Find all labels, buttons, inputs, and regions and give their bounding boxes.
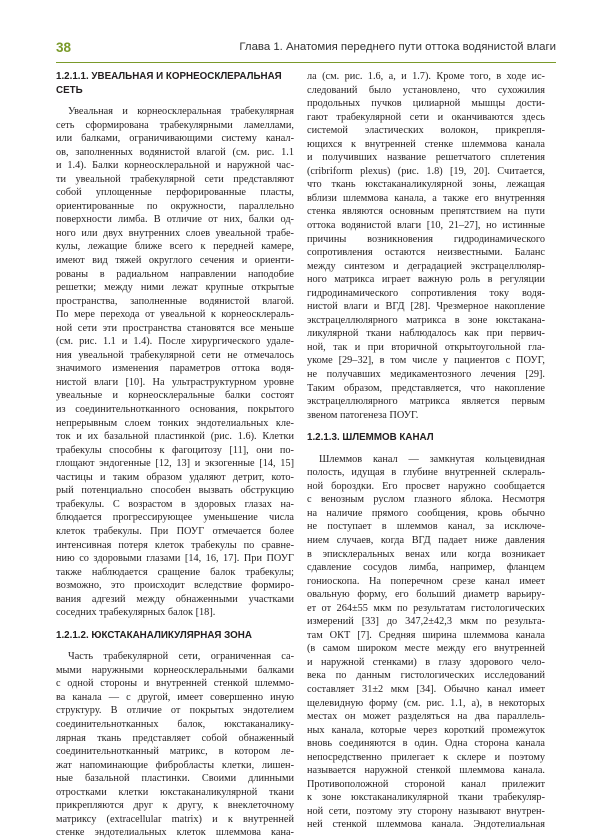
text-line: на наличие прямого сообщения, кровь обычно (307, 507, 545, 519)
text-line: оттока водянистой влаги [10, 21–27], но истинные (307, 220, 545, 232)
text-line: ной сети, поэтому эту сторону называют внутрен- (307, 805, 545, 817)
text-line: поверхности лимба. В отличие от них, балки од- (56, 214, 294, 226)
text-line: щелевидную форму (см. рис. 1.1, а), в некоторых (307, 697, 545, 709)
text-line: По мере перехода от увеальной к корнеосклераль- (56, 309, 294, 321)
heading-line: 1.2.1.1. УВЕАЛЬНАЯ И КОРНЕОСКЛЕРАЛЬНАЯ (56, 71, 282, 82)
text-line: блюдается прогрессирующее уменьшение числа (56, 512, 294, 524)
section-heading-juxtacanalicular: 1.2.1.2. ЮКСТАКАНАЛИКУЛЯРНАЯ ЗОНА (56, 629, 252, 641)
text-line: имеют вид тяжей округлого сечения и ориенти- (56, 255, 294, 267)
text-line: ликулярной ткани наблюдалось как при первич- (307, 328, 545, 340)
text-line: стенке эндотелиальных клеток шлеммова кана- (56, 827, 294, 839)
text-line: Шлеммов канал — замкнутая кольцевидная (319, 453, 545, 465)
text-line: ния увеальной трабекулярной сети не отмечалось (56, 349, 294, 361)
page-number: 38 (56, 40, 72, 55)
text-line: лярная ткань представляет собой обнаженный (56, 732, 294, 744)
text-line: там ОКТ [7]. Средняя ширина шлеммова канала (307, 629, 545, 641)
text-line: ного матрикса играет важную роль в регуляции (307, 274, 545, 286)
text-line: к зоне юкстаканаликулярной ткани трабекуляр- (307, 792, 545, 804)
text-line: укоме [29–32], в том числе у пациентов с ПОУГ, (307, 355, 545, 367)
text-line: вновь соединяются в один. Одна сторона канала (307, 738, 545, 750)
text-line: не поступает в шлеммов канал, за исключе- (307, 521, 545, 533)
text-line: что ткань юкстаканаликулярной зоны, лежащая (307, 179, 545, 191)
text-line: ва канала — с другой, имеет совершенно иную (56, 691, 294, 703)
text-line: соседних трабекулярных балок [18]. (56, 607, 216, 619)
text-line: трабекулы. С возрастом в здоровых глазах на- (56, 498, 294, 510)
text-line: соединительнотканный матрикс, в котором ле- (56, 746, 294, 758)
text-line: сопротивления остаются неизвестными. Баланс (307, 247, 545, 259)
text-line: трабекулы способны к фагоцитозу [11], они по- (56, 444, 294, 456)
text-line: частицы и таким образом удаляют детрит, кото- (56, 471, 294, 483)
text-line: ные базальной пластинки. Своими длинными (56, 773, 294, 785)
text-line: следований было установлено, что сухожилия (307, 84, 545, 96)
text-line: с венозным руслом глазного яблока. Несмотря (307, 494, 545, 506)
text-line: составляет 31±2 мкм [34]. Обычно канал имеет (307, 684, 545, 696)
text-line: ет от 264±55 мкм по результатам гистологических (307, 602, 545, 614)
text-line: рый потенциально способен вызвать обструкцию (56, 485, 294, 497)
text-line: ной бороздки. Его просвет наружно сообщается (307, 480, 545, 492)
text-line: глощают эндогенные [12, 13] и экзогенные [14, 15] (56, 458, 294, 470)
text-line: вблизи шлеммова канала, а также его внутренняя (307, 192, 545, 204)
text-line: звеном патогенеза ПОУГ. (307, 409, 419, 421)
text-line: Увеальная и корнеосклеральная трабекулярная (68, 106, 294, 117)
text-line: нием случаев, когда ВГД падает ниже давления (307, 535, 545, 546)
text-line: пространства, заполненные водянистой влагой. (56, 295, 294, 307)
text-line: соединительнотканных балок, юкстаканалику- (56, 719, 294, 731)
text-line: непрерывным слоем тонких эндотелиальных кле- (56, 417, 294, 429)
running-title: Глава 1. Анатомия переднего пути оттока водянистой влаги (239, 41, 556, 53)
text-line: ориентированные по окружности, параллельно (56, 200, 294, 212)
text-line: называется наружной стенкой шлеммова канала. (307, 765, 545, 777)
text-line: рованы в радиальном направлении наподобие (56, 268, 294, 280)
text-line: увеальные и корнеосклеральные балки состоят (56, 390, 294, 402)
text-line: матриксу (extracellular matrix) и к внутренней (56, 813, 294, 825)
text-line: нистой влаги [10]. На ультраструктурном уровне (56, 376, 294, 388)
text-line: ной сети эти пространства становятся все меньше (56, 322, 294, 334)
paragraph-schlemm (307, 453, 545, 832)
text-line: экстрацеллюлярного матрикса является первым (307, 396, 545, 408)
paragraph-continuation (307, 70, 545, 422)
text-line: ла (см. рис. 1.6, а, и 1.7). Кроме того, в ходе ис- (307, 71, 545, 82)
text-line: (cribriform plexus) (рис. 1.8) [19, 20]. Считается, (307, 165, 545, 177)
text-line: решетки; между ними лежат крупные открытые (56, 282, 294, 294)
text-line: ов, заполненных водянистой влагой (см. рис. 1.1 (56, 146, 294, 158)
text-line: прикрепляются друг к другу, к внеклеточному (56, 800, 294, 812)
text-line: в эписклеральных венах или когда возникает (307, 548, 545, 560)
text-line: полость, идущая в глубине внутренней склераль- (307, 467, 545, 479)
header-rule (56, 62, 556, 63)
section-heading-schlemm: 1.2.1.3. ШЛЕММОВ КАНАЛ (307, 432, 434, 444)
text-line: и получивших название решетчатого сплетения (307, 152, 545, 164)
text-line: ной, так и при вторичной открытоугольной гла- (307, 341, 545, 353)
text-line: Часть трабекулярной сети, ограниченная са- (68, 651, 294, 663)
page-header (56, 40, 556, 60)
text-line: собой уплощенные перфорированные пласты, (56, 187, 294, 199)
text-line: продольных пучков цилиарной мышцы дости- (307, 98, 545, 110)
text-line: гидродинамического сопротивления току водя- (307, 287, 545, 299)
text-line: нистой влаги и ВГД [28]. Чрезмерное накопление (307, 301, 545, 313)
left-column (56, 70, 294, 840)
heading-line: СЕТЬ (56, 84, 83, 96)
text-line: и наружной стенками) в глазу здорового чело- (307, 656, 545, 668)
text-line: и 1.4). Балки корнеосклеральной и наружной час- (56, 160, 294, 172)
text-line: отростками клетки юкстаканаликулярной ткани (56, 786, 294, 798)
text-line: системой эластических волокон, прикрепля- (307, 125, 545, 137)
section-heading-uveal (56, 70, 294, 97)
text-line: века по данным гистологических исследований (307, 670, 545, 682)
text-line: из соединительнотканного основания, покрытого (56, 404, 294, 416)
text-line: экстрацеллюлярного матрикса в зоне юкстакана- (307, 314, 545, 326)
text-line: ней стенкой шлеммова канала. Эндотелиальная (307, 819, 545, 831)
text-line: ного или двух внутренних слоев увеальной трабе- (56, 227, 294, 239)
text-line: кулы, лежащие ближе всего к передней камере, (56, 241, 294, 253)
text-line: возможно, это происходит вследствие формиро- (56, 580, 294, 592)
text-line: ти увеальной трабекулярной сети представляют (56, 173, 294, 185)
text-line: ток и их базальной пластинкой (рис. 1.6). Клетки (56, 431, 294, 443)
text-line: или балками, ограничивающими систему канал- (56, 133, 294, 145)
text-line: вания адгезий между обнаженными участками (56, 593, 294, 605)
text-line: Таким образом, представляется, что накопление (307, 382, 545, 394)
text-line: стенка являются основным препятствием на пути (307, 206, 545, 218)
text-line: гают трабекулярной сети и оканчиваются здесь (307, 111, 545, 123)
text-line: сдавление сосудов лимба, например, фланцем (307, 562, 545, 574)
text-line: структуру. В отличие от покрытых эндотелием (56, 705, 294, 717)
text-line: значимого изменения параметров оттока водя- (56, 363, 294, 375)
text-line: измерений [33] до 347,2±42,3 мкм по результа- (307, 616, 545, 628)
text-line: ных канала, которые через короткий промежуток (307, 724, 545, 736)
text-line: (см. рис. 1.1 и 1.4). После хирургического удале- (56, 336, 294, 348)
paragraph-juxtacanalicular (56, 650, 294, 840)
text-line: овальную форму, его больший диаметр варьиру- (307, 589, 545, 601)
text-line: не получавших медикаментозного лечения [29]. (307, 369, 545, 381)
text-line: интенсивная потеря клеток трабекулы по сравне- (56, 539, 294, 551)
text-line: с одной стороны и внутренней стенкой шлеммо- (56, 678, 294, 690)
text-line: (в самом широком месте между его внутренней (307, 643, 545, 655)
text-line: местах он может разделяться на два параллель- (307, 711, 545, 723)
text-line: также наблюдается сращение балок трабекулы; (56, 566, 294, 578)
text-line: гониоскопа. На поперечном срезе канал имеет (307, 575, 545, 587)
text-line: сеть сформирована трабекулярными ламеллами, (56, 119, 294, 131)
text-line: причины возникновения гидродинамического (307, 233, 545, 245)
text-line: между синтезом и деградацией экстрацеллюляр- (307, 260, 545, 272)
text-line: жат напоминающие фибробласты клетки, лишен- (56, 759, 294, 771)
text-line: ющихся к внутренней стенке шлеммова канала (307, 138, 545, 150)
paragraph-uveal (56, 105, 294, 620)
text-line: мыми наружными корнеосклеральными балками (56, 664, 294, 676)
text-line: Противоположной стороной канал прилежит (307, 778, 545, 790)
text-line: клеток трабекулы. При ПОУГ отмечается более (56, 525, 294, 537)
right-column (307, 70, 545, 832)
text-line: непосредственно прилегает к склере и поэтому (307, 751, 545, 763)
text-line: нию со здоровыми глазами [14, 16, 17]. При ПОУГ (56, 553, 294, 565)
